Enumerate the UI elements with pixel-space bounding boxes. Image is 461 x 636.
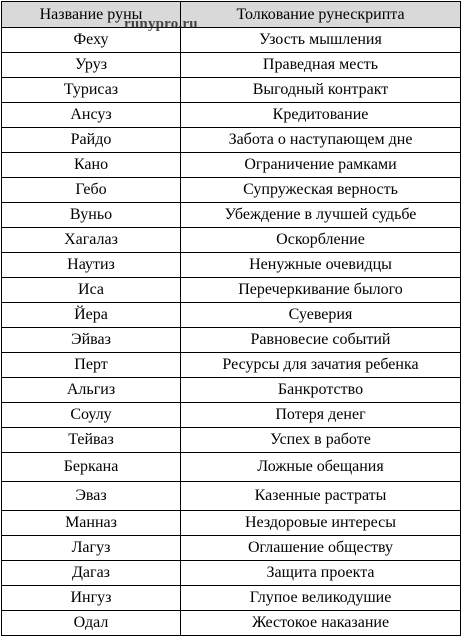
rune-name-cell: Гебо [2, 178, 181, 203]
rune-name-cell: Йера [2, 303, 181, 328]
rune-meaning-cell: Супружеская верность [181, 178, 461, 203]
table-row [2, 103, 461, 128]
rune-meaning-cell: Забота о наступающем дне [181, 128, 461, 153]
rune-name-cell: Иса [2, 278, 181, 303]
table-row [2, 53, 461, 78]
rune-meaning-cell: Узость мышления [181, 28, 461, 53]
rune-name-cell: Соулу [2, 403, 181, 428]
rune-meaning-cell: Кредитование [181, 103, 461, 128]
rune-name-cell: Феху [2, 28, 181, 53]
rune-meaning-cell: Казенные растраты [181, 482, 461, 511]
rune-name-cell: Одал [2, 611, 181, 636]
rune-meaning-cell: Ограничение рамками [181, 153, 461, 178]
table-row [2, 253, 461, 278]
rune-meaning-cell: Убеждение в лучшей судьбе [181, 203, 461, 228]
rune-meaning-cell: Перечеркивание былого [181, 278, 461, 303]
table-row [2, 611, 461, 636]
table-row [2, 428, 461, 453]
header-rune-name: Название руны [2, 2, 181, 28]
site-watermark: runypro.ru [124, 16, 198, 32]
rune-meaning-cell: Ненужные очевидцы [181, 253, 461, 278]
rune-name-cell: Турисаз [2, 78, 181, 103]
rune-meaning-cell: Ложные обещания [181, 453, 461, 482]
table-row [2, 453, 461, 482]
rune-meaning-cell: Потеря денег [181, 403, 461, 428]
rune-name-cell: Тейваз [2, 428, 181, 453]
rune-name-cell: Уруз [2, 53, 181, 78]
rune-name-cell: Кано [2, 153, 181, 178]
table-row [2, 561, 461, 586]
table-row [2, 586, 461, 611]
table-header-row [2, 2, 461, 28]
rune-name-cell: Перт [2, 353, 181, 378]
rune-name-cell: Дагаз [2, 561, 181, 586]
table-row [2, 153, 461, 178]
table-row [2, 536, 461, 561]
rune-meaning-cell: Нездоровые интересы [181, 511, 461, 536]
rune-name-cell: Райдо [2, 128, 181, 153]
rune-meaning-cell: Выгодный контракт [181, 78, 461, 103]
rune-meaning-cell: Суеверия [181, 303, 461, 328]
table-row [2, 303, 461, 328]
rune-meaning-cell: Равновесие событий [181, 328, 461, 353]
table-row [2, 178, 461, 203]
table-row [2, 353, 461, 378]
rune-name-cell: Хагалаз [2, 228, 181, 253]
rune-meaning-cell: Оглашение обществу [181, 536, 461, 561]
table-row [2, 482, 461, 511]
runes-table [1, 1, 461, 636]
table-row [2, 378, 461, 403]
table-row [2, 511, 461, 536]
rune-meaning-cell: Жестокое наказание [181, 611, 461, 636]
rune-name-cell: Лагуз [2, 536, 181, 561]
rune-meaning-cell: Праведная месть [181, 53, 461, 78]
table-row [2, 328, 461, 353]
rune-name-cell: Манназ [2, 511, 181, 536]
rune-meaning-cell: Защита проекта [181, 561, 461, 586]
rune-name-cell: Эйваз [2, 328, 181, 353]
table-row [2, 128, 461, 153]
rune-name-cell: Вуньо [2, 203, 181, 228]
rune-name-cell: Ингуз [2, 586, 181, 611]
table-row [2, 278, 461, 303]
table-row [2, 228, 461, 253]
rune-meaning-cell: Оскорбление [181, 228, 461, 253]
rune-name-cell: Наутиз [2, 253, 181, 278]
rune-meaning-cell: Банкротство [181, 378, 461, 403]
header-interpretation: Толкование рунескрипта [181, 2, 461, 28]
table-row [2, 403, 461, 428]
table-row [2, 78, 461, 103]
table-row [2, 203, 461, 228]
table-row [2, 28, 461, 53]
rune-meaning-cell: Успех в работе [181, 428, 461, 453]
rune-name-cell: Эваз [2, 482, 181, 511]
rune-meaning-cell: Ресурсы для зачатия ребенка [181, 353, 461, 378]
rune-name-cell: Альгиз [2, 378, 181, 403]
rune-name-cell: Ансуз [2, 103, 181, 128]
rune-meaning-cell: Глупое великодушие [181, 586, 461, 611]
rune-name-cell: Беркана [2, 453, 181, 482]
